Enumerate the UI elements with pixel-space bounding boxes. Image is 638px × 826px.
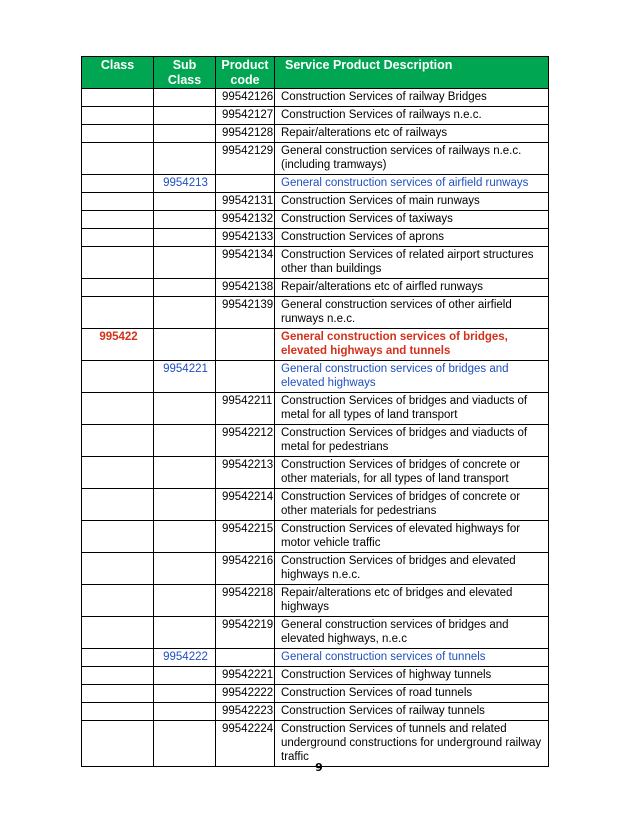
cell-sub-class xyxy=(154,553,216,585)
cell-class xyxy=(82,193,154,211)
header-sub-class: Sub Class xyxy=(154,57,216,89)
cell-class xyxy=(82,685,154,703)
table-row xyxy=(82,211,549,229)
cell-product-code: 99542138 xyxy=(216,279,275,297)
table-row xyxy=(82,457,549,489)
cell-description: General construction services of railways n.e.c. (including tramways) xyxy=(275,143,549,175)
cell-description: Construction Services of elevated highways for motor vehicle traffic xyxy=(275,521,549,553)
table-row xyxy=(82,585,549,617)
service-code-table xyxy=(81,56,549,767)
table-row xyxy=(82,297,549,329)
cell-product-code: 99542134 xyxy=(216,247,275,279)
cell-class xyxy=(82,229,154,247)
cell-description: Repair/alterations etc of bridges and elevated highways xyxy=(275,585,549,617)
cell-class xyxy=(82,585,154,617)
cell-product-code xyxy=(216,361,275,393)
cell-class xyxy=(82,489,154,521)
cell-sub-class xyxy=(154,279,216,297)
cell-class xyxy=(82,553,154,585)
cell-sub-class xyxy=(154,297,216,329)
table-row xyxy=(82,329,549,361)
table-row xyxy=(82,703,549,721)
cell-class xyxy=(82,107,154,125)
cell-sub-class xyxy=(154,229,216,247)
cell-description: Construction Services of railway Bridges xyxy=(275,89,549,107)
cell-sub-class xyxy=(154,193,216,211)
cell-product-code: 99542127 xyxy=(216,107,275,125)
cell-product-code: 99542132 xyxy=(216,211,275,229)
table-row xyxy=(82,649,549,667)
cell-class xyxy=(82,617,154,649)
table-row xyxy=(82,521,549,553)
page-number: 9 xyxy=(315,761,323,774)
table-row xyxy=(82,125,549,143)
cell-product-code: 99542224 xyxy=(216,721,275,767)
header-product-code: Product code xyxy=(216,57,275,89)
cell-description: General construction services of bridges and elevated highways xyxy=(275,361,549,393)
cell-product-code xyxy=(216,175,275,193)
cell-class xyxy=(82,703,154,721)
cell-description: Repair/alterations etc of railways xyxy=(275,125,549,143)
cell-product-code: 99542218 xyxy=(216,585,275,617)
cell-class xyxy=(82,297,154,329)
cell-class xyxy=(82,649,154,667)
cell-sub-class xyxy=(154,89,216,107)
cell-class xyxy=(82,125,154,143)
cell-sub-class xyxy=(154,585,216,617)
cell-sub-class xyxy=(154,125,216,143)
cell-sub-class xyxy=(154,521,216,553)
table-row xyxy=(82,617,549,649)
cell-description: Construction Services of bridges and elevated highways n.e.c. xyxy=(275,553,549,585)
cell-class xyxy=(82,361,154,393)
cell-sub-class xyxy=(154,393,216,425)
table-row xyxy=(82,143,549,175)
cell-description: Construction Services of highway tunnels xyxy=(275,667,549,685)
cell-product-code: 99542221 xyxy=(216,667,275,685)
cell-class xyxy=(82,425,154,457)
cell-sub-class xyxy=(154,489,216,521)
cell-class xyxy=(82,279,154,297)
cell-description: General construction services of bridges and elevated highways, n.e.c xyxy=(275,617,549,649)
cell-description: Construction Services of tunnels and related underground constructions for underground railway traffic xyxy=(275,721,549,767)
cell-description: General construction services of bridges, elevated highways and tunnels xyxy=(275,329,549,361)
cell-class xyxy=(82,667,154,685)
table-row xyxy=(82,489,549,521)
cell-sub-class: 9954221 xyxy=(154,361,216,393)
cell-sub-class xyxy=(154,457,216,489)
cell-sub-class xyxy=(154,143,216,175)
cell-product-code: 99542215 xyxy=(216,521,275,553)
table-header-row xyxy=(82,57,549,89)
cell-description: Construction Services of related airport structures other than buildings xyxy=(275,247,549,279)
table-row xyxy=(82,229,549,247)
table-body xyxy=(82,89,549,767)
cell-product-code: 99542126 xyxy=(216,89,275,107)
cell-product-code: 99542128 xyxy=(216,125,275,143)
cell-description: General construction services of other airfield runways n.e.c. xyxy=(275,297,549,329)
cell-product-code: 99542223 xyxy=(216,703,275,721)
cell-description: Construction Services of road tunnels xyxy=(275,685,549,703)
cell-class xyxy=(82,247,154,279)
table-row xyxy=(82,425,549,457)
cell-description: General construction services of tunnels xyxy=(275,649,549,667)
table-row xyxy=(82,89,549,107)
table-row xyxy=(82,361,549,393)
cell-sub-class xyxy=(154,107,216,125)
cell-class xyxy=(82,393,154,425)
cell-sub-class xyxy=(154,703,216,721)
cell-class xyxy=(82,89,154,107)
table-row xyxy=(82,175,549,193)
cell-sub-class: 9954213 xyxy=(154,175,216,193)
table-row xyxy=(82,393,549,425)
cell-product-code: 99542211 xyxy=(216,393,275,425)
cell-class xyxy=(82,721,154,767)
cell-class xyxy=(82,143,154,175)
cell-sub-class xyxy=(154,211,216,229)
table-row xyxy=(82,553,549,585)
cell-sub-class xyxy=(154,247,216,279)
table-row xyxy=(82,247,549,279)
cell-product-code: 99542139 xyxy=(216,297,275,329)
cell-class xyxy=(82,211,154,229)
cell-product-code: 99542222 xyxy=(216,685,275,703)
cell-description: Construction Services of bridges and viaducts of metal for pedestrians xyxy=(275,425,549,457)
table-row xyxy=(82,193,549,211)
table-row xyxy=(82,279,549,297)
cell-sub-class xyxy=(154,667,216,685)
cell-sub-class xyxy=(154,425,216,457)
cell-description: Construction Services of railways n.e.c. xyxy=(275,107,549,125)
cell-description: Construction Services of aprons xyxy=(275,229,549,247)
cell-description: Construction Services of bridges and viaducts of metal for all types of land transport xyxy=(275,393,549,425)
header-class: Class xyxy=(82,57,154,89)
cell-product-code: 99542129 xyxy=(216,143,275,175)
cell-sub-class xyxy=(154,329,216,361)
cell-description: Construction Services of bridges of concrete or other materials for pedestrians xyxy=(275,489,549,521)
cell-class: 995422 xyxy=(82,329,154,361)
cell-description: Construction Services of taxiways xyxy=(275,211,549,229)
cell-product-code: 99542214 xyxy=(216,489,275,521)
cell-sub-class xyxy=(154,685,216,703)
cell-product-code: 99542213 xyxy=(216,457,275,489)
cell-description: Construction Services of railway tunnels xyxy=(275,703,549,721)
cell-description: Construction Services of main runways xyxy=(275,193,549,211)
cell-product-code: 99542133 xyxy=(216,229,275,247)
cell-product-code xyxy=(216,649,275,667)
cell-product-code: 99542212 xyxy=(216,425,275,457)
cell-description: Construction Services of bridges of concrete or other materials, for all types of land transport xyxy=(275,457,549,489)
table-row xyxy=(82,107,549,125)
cell-sub-class xyxy=(154,617,216,649)
cell-product-code: 99542131 xyxy=(216,193,275,211)
cell-description: General construction services of airfield runways xyxy=(275,175,549,193)
cell-class xyxy=(82,521,154,553)
cell-class xyxy=(82,457,154,489)
cell-product-code xyxy=(216,329,275,361)
cell-description: Repair/alterations etc of airfled runways xyxy=(275,279,549,297)
cell-sub-class: 9954222 xyxy=(154,649,216,667)
header-description: Service Product Description xyxy=(275,57,549,89)
table-row xyxy=(82,685,549,703)
cell-class xyxy=(82,175,154,193)
table-row xyxy=(82,667,549,685)
cell-sub-class xyxy=(154,721,216,767)
table-row xyxy=(82,721,549,767)
cell-product-code: 99542219 xyxy=(216,617,275,649)
cell-product-code: 99542216 xyxy=(216,553,275,585)
